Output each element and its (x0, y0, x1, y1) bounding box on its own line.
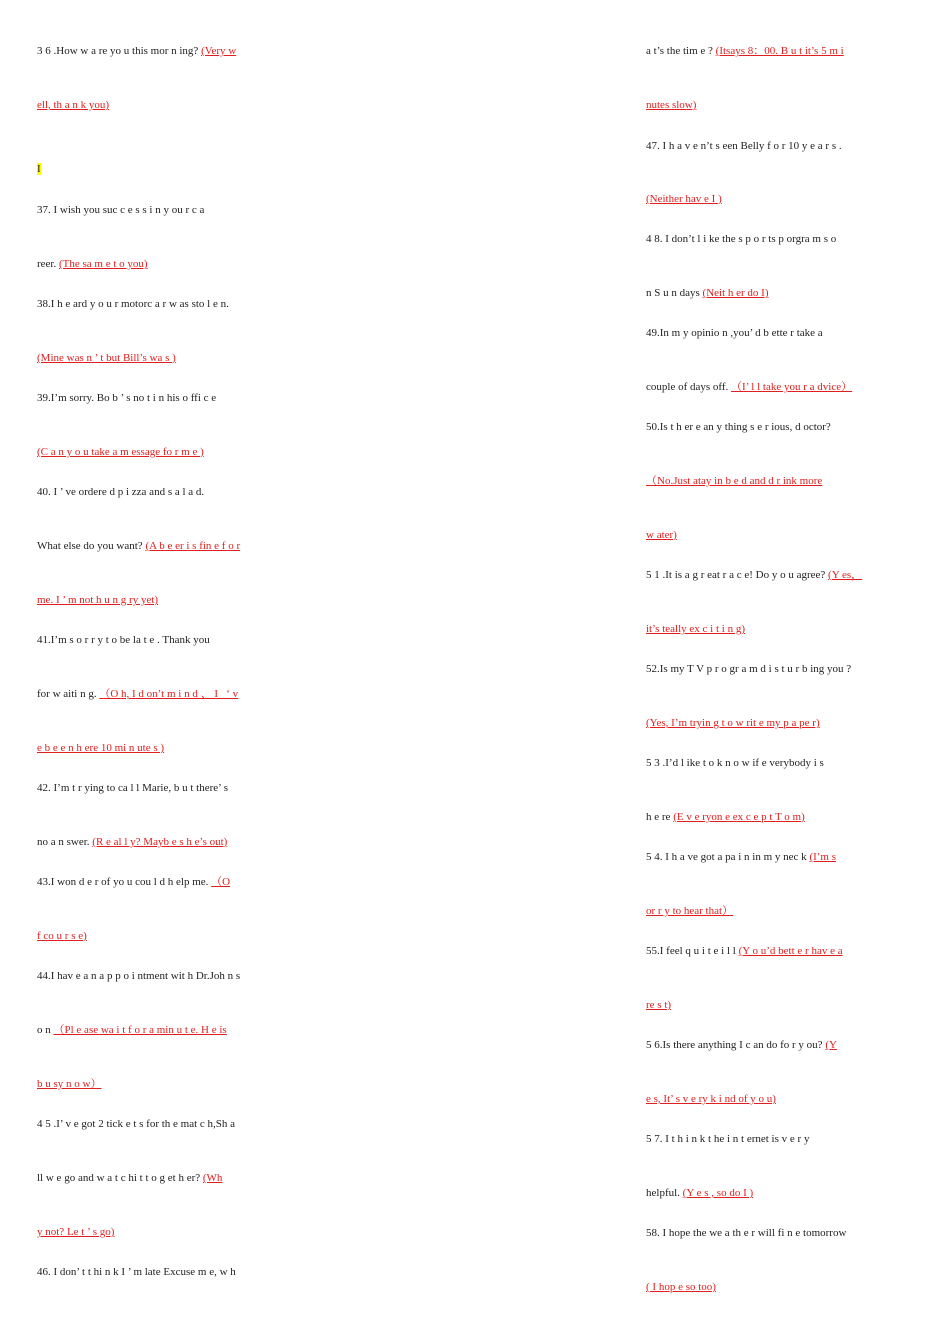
answer-text: (Y o u’d bett e r hav e a (738, 945, 843, 957)
answer-text: (I’m s (809, 851, 837, 863)
question-text: 43.I won d e r of yo u cou l d h elp me. (37, 876, 209, 888)
text-line (646, 474, 822, 488)
text-line (37, 1023, 227, 1037)
question-text: o n (37, 1024, 51, 1036)
text-line (37, 485, 204, 499)
text-line (646, 326, 823, 340)
question-text: h e re (646, 811, 671, 823)
text-line (646, 1132, 809, 1146)
answer-text: (Wh (202, 1172, 223, 1184)
text-line (37, 1171, 222, 1185)
text-line (646, 1280, 716, 1294)
question-text: 4 5 .I’ v e got 2 tick e t s for th e mat c h,Sh a (37, 1118, 236, 1130)
text-line (37, 297, 229, 311)
answer-text: f co u r s e) (37, 930, 87, 942)
question-text: 4 8. I don’t l i ke the s p o r ts p orgra m s o (646, 233, 837, 245)
highlight-mark: I (37, 163, 41, 175)
question-text: couple of days off. (646, 381, 729, 393)
question-text: 39.I’m sorry. Bo b ’ s no t i n his o ffi c e (37, 392, 217, 404)
question-text: 5 3 .I’d l ike t o k n o w if e verybody i s (646, 757, 824, 769)
question-text: 3 6 .How w a re yo u this mor n ing? (37, 45, 199, 57)
question-text: 40. I ’ ve ordere d p i zza and s a l a d. (37, 486, 205, 498)
answer-text: it’s teally ex c i t i n g) (646, 623, 745, 635)
text-line (646, 944, 843, 958)
question-text: 37. I wish you suc c e s s i n y ou r c a (37, 204, 205, 216)
answer-text: (Neit h er do I) (702, 287, 769, 299)
question-text: 49.In m y opinio n ,you’ d b ette r take a (646, 327, 823, 339)
question-text: for w aiti n g. (37, 688, 97, 700)
question-text: What else do you want? (37, 540, 143, 552)
text-line (646, 232, 836, 246)
question-text: 58. I hope the we a th e r will fi n e tomorrow (646, 1227, 847, 1239)
text-line (646, 662, 851, 676)
text-line (646, 1186, 753, 1200)
text-line (37, 351, 176, 365)
question-text: a t’s the tim e ? (646, 45, 713, 57)
answer-text: (C a n y o u take a m essage fo r m e ) (37, 446, 204, 458)
question-text: 5 4. I h a ve got a pa i n in m y nec k (646, 851, 807, 863)
text-line (37, 391, 216, 405)
question-text: 42. I’m t r ying to ca l l Marie, b u t there’ s (37, 782, 229, 794)
question-text: 5 7. I t h i n k t he i n t ernet is v e r y (646, 1133, 810, 1145)
answer-text: (Y (825, 1039, 837, 1051)
text-line (646, 622, 745, 636)
text-line (646, 1038, 837, 1052)
question-text: 5 1 .It is a g r eat r a c e! Do y o u agree? (646, 569, 826, 581)
answer-text: w ater) (646, 529, 677, 541)
text-line (37, 875, 230, 889)
answer-text: e s, It’ s v e ry k i nd of y o u) (646, 1093, 776, 1105)
text-line (37, 929, 87, 943)
question-text: reer. (37, 258, 57, 270)
text-line (646, 98, 696, 112)
text-line (37, 44, 236, 58)
text-line (37, 633, 210, 647)
text-line (37, 539, 240, 553)
text-line (37, 445, 204, 459)
text-line (37, 781, 228, 795)
question-text: 52.Is my T V p r o gr a m d i s t u r b ing you ? (646, 663, 852, 675)
text-line (37, 98, 109, 112)
text-line (646, 756, 824, 770)
text-line (646, 810, 805, 824)
question-text: 50.Is t h er e an y thing s e r ious, d octor? (646, 421, 831, 433)
text-line (37, 1225, 114, 1239)
answer-text: ell, th a n k you) (37, 99, 110, 111)
question-text: 38.I h e ard y o u r motorc a r w as sto l e n. (37, 298, 229, 310)
answer-text: （No.Just atay in b e d and d r ink more (646, 475, 823, 487)
text-line (37, 687, 238, 701)
answer-text: b u sy n o w） (37, 1078, 102, 1090)
answer-text: nutes slow) (646, 99, 697, 111)
answer-text: (A b e er i s fin e f o r (145, 540, 241, 552)
question-text: 5 6.Is there anything I c an do fo r y ou? (646, 1039, 823, 1051)
question-text: n S u n days (646, 287, 700, 299)
text-line (646, 568, 862, 582)
text-line (646, 420, 831, 434)
text-line (646, 286, 769, 300)
question-text: no a n swer. (37, 836, 90, 848)
answer-text: me. I ’ m not h u n g ry yet) (37, 594, 159, 606)
text-line (646, 44, 844, 58)
text-line (37, 835, 227, 849)
text-line (37, 969, 240, 983)
answer-text: （Pl e ase wa i t f o r a min u t e. H e is (53, 1024, 227, 1036)
answer-text: ( I hop e so too) (646, 1281, 716, 1293)
question-text: 46. I don’ t t hi n k I ’ m late Excuse m e, w h (37, 1266, 236, 1278)
text-line (37, 1077, 101, 1091)
answer-text: (Itsays 8：00. B u t it’s 5 m i (715, 45, 844, 57)
text-line (37, 203, 204, 217)
answer-text: (Mine was n ’ t but Bill’s wa s ) (37, 352, 176, 364)
text-line (37, 1265, 236, 1279)
question-text: ll w e go and w a t c hi t t o g et h er? (37, 1172, 201, 1184)
answer-text: or r y to hear that） (646, 905, 734, 917)
answer-text: (Neither hav e I ) (646, 193, 722, 205)
text-line (37, 593, 158, 607)
text-line (646, 139, 842, 153)
question-text: 41.I’m s o r r y t o be la t e . Thank you (37, 634, 210, 646)
question-text: helpful. (646, 1187, 680, 1199)
text-line (37, 1117, 235, 1131)
question-text: 47. I h a v e n’t s een Belly f o r 10 y e a r s . (646, 140, 842, 152)
answer-text: (Y es， (828, 569, 863, 581)
text-line (646, 192, 722, 206)
answer-text: re s t) (646, 999, 672, 1011)
answer-text: y not? Le t ’ s go) (37, 1226, 115, 1238)
answer-text: (Very w (201, 45, 237, 57)
question-text: 55.I feel q u i t e i l l (646, 945, 736, 957)
text-line (37, 257, 148, 271)
text-line (646, 850, 836, 864)
text-line (37, 741, 164, 755)
answer-text: (Y e s , so do I ) (682, 1187, 754, 1199)
answer-text: （O (211, 876, 231, 888)
answer-text: (E v e ryon e ex c e p t T o m) (673, 811, 805, 823)
text-line (646, 716, 820, 730)
text-line (646, 380, 852, 394)
answer-text: (The sa m e t o you) (58, 258, 148, 270)
answer-text: （O h, I d on’t m i n d 、 I _‘ v (99, 688, 239, 700)
question-text: 44.I hav e a n a p p o i ntment wit h Dr.Joh n s (37, 970, 241, 982)
text-line (646, 998, 671, 1012)
text-line (646, 528, 677, 542)
answer-text: (Yes, I’m tryin g t o w rit e my p a pe r) (646, 717, 820, 729)
text-line (646, 1226, 846, 1240)
text-line (37, 162, 41, 176)
answer-text: （I’ l l take you r a dvice） (731, 381, 853, 393)
text-line (646, 1092, 776, 1106)
text-line (646, 904, 733, 918)
answer-text: (R e al l y? Mayb e s h e’s out) (92, 836, 228, 848)
answer-text: e b e e n h ere 10 mi n ute s ) (37, 742, 165, 754)
